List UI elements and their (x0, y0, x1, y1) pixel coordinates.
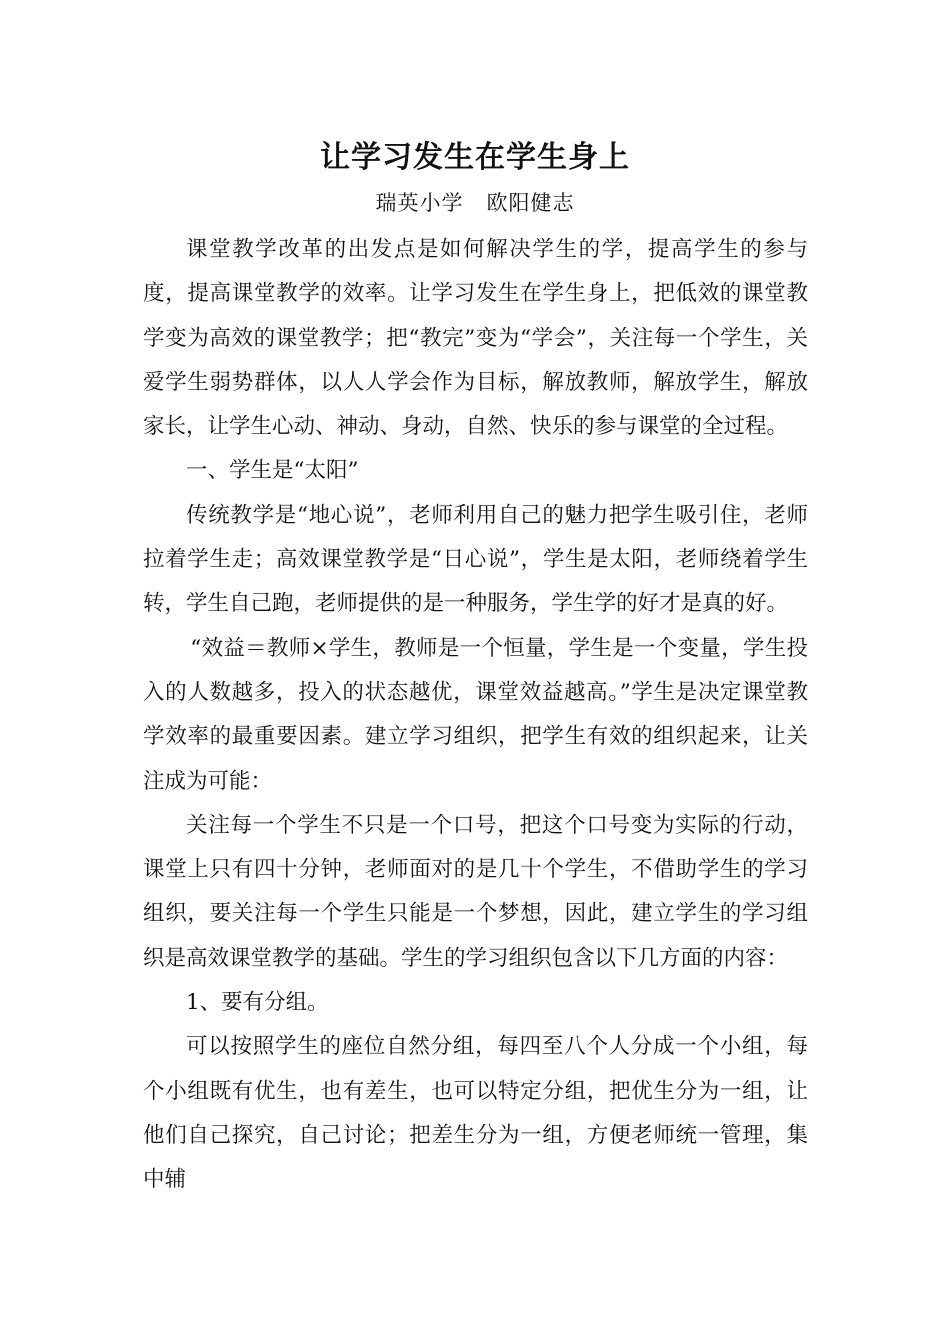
list-item-grouping: 1、要有分组。 (186, 990, 329, 1016)
section-heading-1: 一、学生是“太阳” (186, 458, 359, 484)
document-body (143, 228, 808, 1203)
paragraph-benefit-formula: “效益＝教师×学生，教师是一个恒量，学生是一个变量，学生投入的人数越多，投入的状态越优，课堂效益越高。”学生是决定课堂教学效率的最重要因素。建立学习组织，把学生有效的组织起来，让关注成为可能： (143, 635, 808, 794)
paragraph-intro: 课堂教学改革的出发点是如何解决学生的学，提高学生的参与度，提高课堂教学的效率。让学习发生在学生身上，把低效的课堂教学变为高效的课堂教学；把“教完”变为“学会”，关注每一个学生，关爱学生弱势群体，以人人学会作为目标，解放教师，解放学生，解放家长，让学生心动、神动、身动，自然、快乐的参与课堂的全过程。 (143, 237, 808, 440)
document-author: 瑞英小学 欧阳健志 (375, 191, 575, 215)
paragraph-traditional-teaching: 传统教学是“地心说”，老师利用自己的魅力把学生吸引住，老师拉着学生走；高效课堂教学是“日心说”，学生是太阳，老师绕着学生转，学生自己跑，老师提供的是一种服务，学生学的好才是真的好。 (143, 502, 808, 617)
document-title: 让学习发生在学生身上 (320, 140, 630, 175)
paragraph-attention: 关注每一个学生不只是一个口号，把这个口号变为实际的行动，课堂上只有四十分钟，老师面对的是几十个学生，不借助学生的学习组织，要关注每一个学生只能是一个梦想，因此，建立学生的学习组织是高效课堂教学的基础。学生的学习组织包含以下几方面的内容： (143, 812, 808, 971)
paragraph-grouping-detail: 可以按照学生的座位自然分组，每四至八个人分成一个小组，每个小组既有优生，也有差生，也可以特定分组，把优生分为一组，让他们自己探究，自己讨论；把差生分为一组，方便老师统一管理，集中辅 (143, 1034, 808, 1193)
